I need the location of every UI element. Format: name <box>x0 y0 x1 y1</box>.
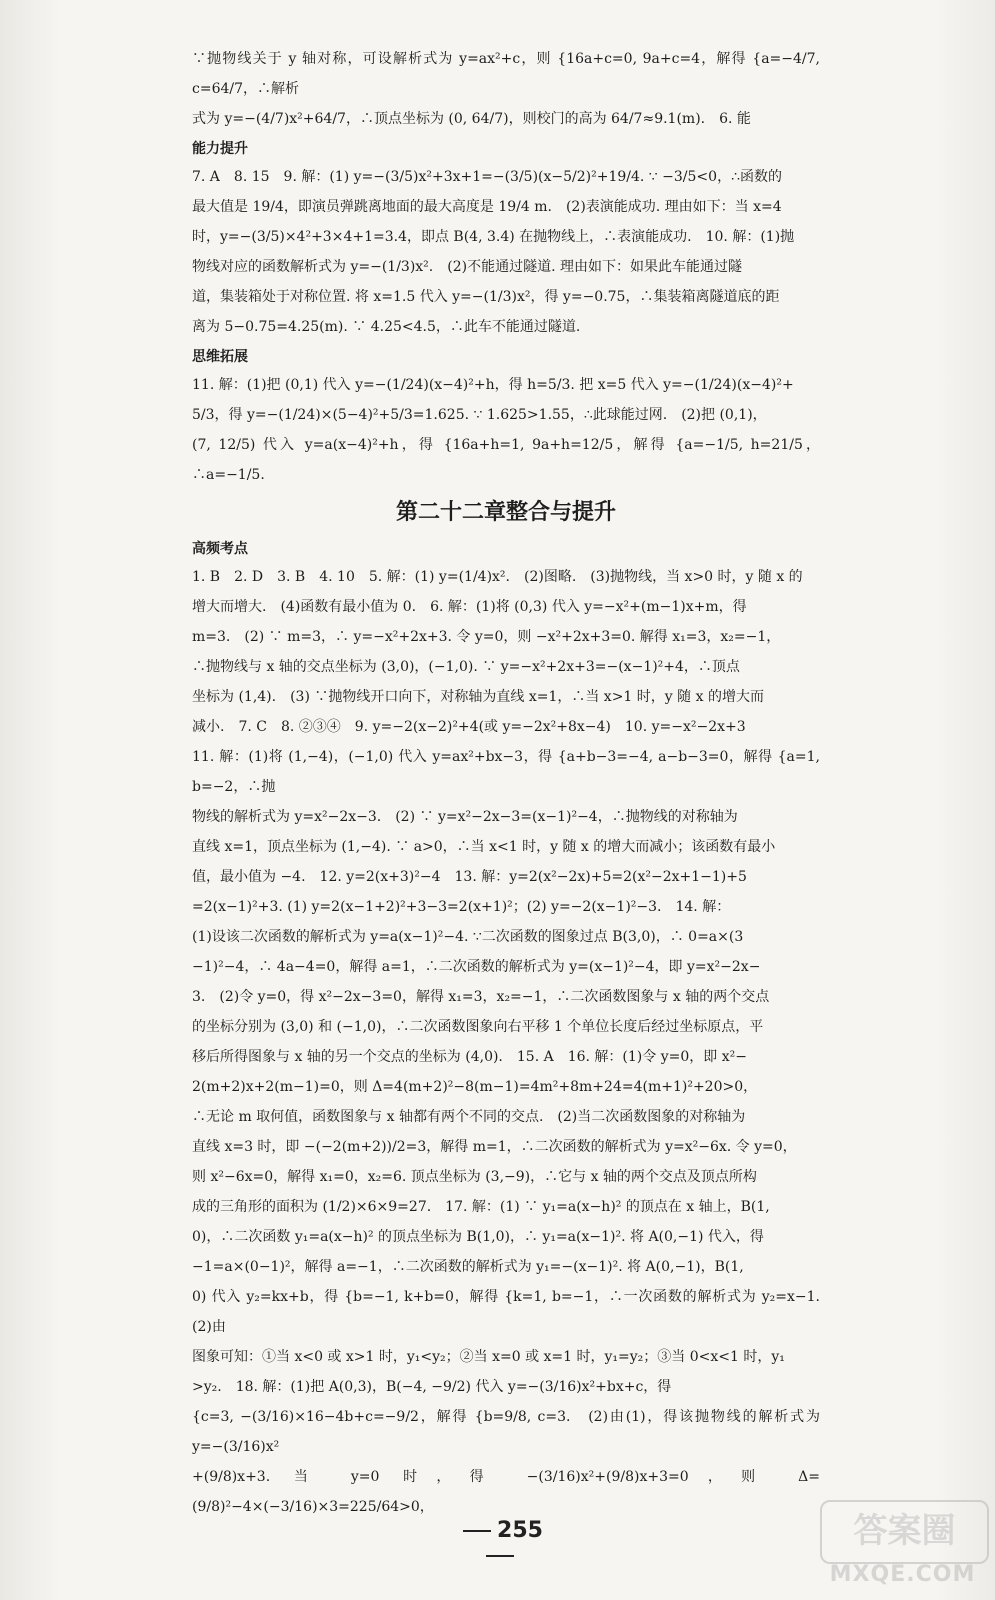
paragraph-line: 直线 x=3 时，即 −(−2(m+2))/2=3，解得 m=1，∴二次函数的解析式为 y=x²−6x. 令 y=0， <box>192 1139 797 1155</box>
paragraph-line: (7, 12/5) 代入 y=a(x−4)²+h，得 {16a+h=1, 9a+h=12/5，解得 {a=−1/5, h=21/5，∴a=−1/5. <box>192 437 820 483</box>
paragraph-line: 离为 5−0.75=4.25(m). ∵ 4.25<4.5，∴此车不能通过隧道. <box>192 319 581 335</box>
paragraph-line: 则 x²−6x=0，解得 x₁=0，x₂=6. 顶点坐标为 (3,−9)，∴它与 x 轴的两个交点及顶点所构 <box>192 1169 757 1185</box>
paragraph-line: ∴无论 m 取何值，函数图象与 x 轴都有两个不同的交点. (2)当二次函数图象的对称轴为 <box>192 1109 746 1125</box>
paragraph-line: 时，y=−(3/5)×4²+3×4+1=3.4，即点 B(4, 3.4) 在抛物线上，∴表演能成功. 10. 解：(1)抛 <box>192 229 795 245</box>
paragraph-line: 减小. 7. C 8. ②③④ 9. y=−2(x−2)²+4(或 y=−2x²+8x−4) 10. y=−x²−2x+3 <box>192 719 746 735</box>
page-number-text: 255 <box>497 1518 543 1543</box>
paragraph-line: 5/3，得 y=−(1/24)×(5−4)²+5/3=1.625. ∵ 1.625>1.55，∴此球能过网. (2)把 (0,1)， <box>192 407 767 423</box>
paragraph-line: −1=a×(0−1)²，解得 a=−1，∴二次函数的解析式为 y₁=−(x−1)². 将 A(0,−1)，B(1, <box>192 1259 744 1275</box>
paragraph-line: 坐标为 (1,4). (3) ∵抛物线开口向下，对称轴为直线 x=1，∴当 x>1 时，y 随 x 的增大而 <box>192 689 764 705</box>
paragraph-line: 值，最小值为 −4. 12. y=2(x+3)²−4 13. 解：y=2(x²−2x)+5=2(x²−2x+1−1)+5 <box>192 869 747 885</box>
watermark-domain: MXQE.COM <box>829 1562 976 1587</box>
paragraph-line: (1)设该二次函数的解析式为 y=a(x−1)²−4. ∵二次函数的图象过点 B(3,0)，∴ 0=a×(3 <box>192 929 744 945</box>
paragraph-line: m=3. (2) ∵ m=3，∴ y=−x²+2x+3. 令 y=0，则 −x²+2x+3=0. 解得 x₁=3，x₂=−1， <box>192 629 781 645</box>
page-number <box>440 1518 560 1568</box>
paragraph-line: 7. A 8. 15 9. 解：(1) y=−(3/5)x²+3x+1=−(3/5)(x−5/2)²+19/4. ∵ −3/5<0，∴函数的 <box>192 169 782 185</box>
paragraph-line: 直线 x=1，顶点坐标为 (1,−4). ∵ a>0，∴当 x<1 时，y 随 x 的增大而减小；该函数有最小 <box>192 839 776 855</box>
paragraph-line: 11. 解：(1)将 (1,−4)，(−1,0) 代入 y=ax²+bx−3，得 {a+b−3=−4, a−b−3=0，解得 {a=1, b=−2，∴抛 <box>192 749 820 795</box>
dash-left <box>463 1530 491 1532</box>
paragraph-line: 2(m+2)x+2(m−1)=0，则 Δ=4(m+2)²−8(m−1)=4m²+8m+24=4(m+1)²+20>0， <box>192 1079 758 1095</box>
paragraph-line: +(9/8)x+3. 当 y=0 时，得 −(3/16)x²+(9/8)x+3=0，则 Δ=(9/8)²−4×(−3/16)×3=225/64>0， <box>192 1469 820 1515</box>
section-heading-frequent: 高频考点 <box>192 541 248 557</box>
watermark-stamp: 答案圈 <box>820 1500 989 1564</box>
watermark-logo <box>820 1500 985 1595</box>
paragraph-line: 物线对应的函数解析式为 y=−(1/3)x². (2)不能通过隧道. 理由如下：如果此车能通过隧 <box>192 259 742 275</box>
paragraph-line: 增大而增大. (4)函数有最小值为 0. 6. 解：(1)将 (0,3) 代入 y=−x²+(m−1)x+m，得 <box>192 599 747 615</box>
paragraph-line: >y₂. 18. 解：(1)把 A(0,3)，B(−4, −9/2) 代入 y=−(3/16)x²+bx+c，得 <box>192 1379 672 1395</box>
paragraph-line: 3. (2)令 y=0，得 x²−2x−3=0，解得 x₁=3，x₂=−1，∴二次函数图象与 x 轴的两个交点 <box>192 989 770 1005</box>
paragraph-line: 1. B 2. D 3. B 4. 10 5. 解：(1) y=(1/4)x². (2)图略. (3)抛物线，当 x>0 时，y 随 x 的 <box>192 569 803 585</box>
paragraph-line: 最大值是 19/4，即演员弹跳离地面的最大高度是 19/4 m. (2)表演能成功. 理由如下：当 x=4 <box>192 199 782 215</box>
paragraph-line: 式为 y=−(4/7)x²+64/7，∴顶点坐标为 (0, 64/7)，则校门的高为 64/7≈9.1(m). 6. 能 <box>192 111 751 127</box>
paragraph-line: 物线的解析式为 y=x²−2x−3. (2) ∵ y=x²−2x−3=(x−1)²−4，∴抛物线的对称轴为 <box>192 809 738 825</box>
dash-right <box>486 1555 514 1557</box>
paragraph-line: 成的三角形的面积为 (1/2)×6×9=27. 17. 解：(1) ∵ y₁=a(x−h)² 的顶点在 x 轴上，B(1, <box>192 1199 770 1215</box>
paragraph-line: −1)²−4，∴ 4a−4=0，解得 a=1，∴二次函数的解析式为 y=(x−1)²−4，即 y=x²−2x− <box>192 959 761 975</box>
paragraph-line: {c=3, −(3/16)×16−4b+c=−9/2，解得 {b=9/8, c=3. (2)由(1)，得该抛物线的解析式为 y=−(3/16)x² <box>192 1409 820 1455</box>
section-heading-thinking: 思维拓展 <box>192 349 248 365</box>
paragraph-line: 0) 代入 y₂=kx+b，得 {b=−1, k+b=0，解得 {k=1, b=−1，∴一次函数的解析式为 y₂=x−1. (2)由 <box>192 1289 834 1335</box>
paragraph-line: ∴抛物线与 x 轴的交点坐标为 (3,0)，(−1,0). ∵ y=−x²+2x+3=−(x−1)²+4，∴顶点 <box>192 659 740 675</box>
chapter-title: 第二十二章整合与提升 <box>395 500 616 525</box>
paragraph-line: 的坐标分别为 (3,0) 和 (−1,0)，∴二次函数图象向右平移 1 个单位长度后经过坐标原点，平 <box>192 1019 764 1035</box>
section-heading-ability: 能力提升 <box>192 141 248 157</box>
paragraph-line: 图象可知：①当 x<0 或 x>1 时，y₁<y₂；②当 x=0 或 x=1 时，y₁=y₂；③当 0<x<1 时，y₁ <box>192 1349 785 1365</box>
paragraph-line: 11. 解：(1)把 (0,1) 代入 y=−(1/24)(x−4)²+h，得 h=5/3. 把 x=5 代入 y=−(1/24)(x−4)²+ <box>192 377 794 393</box>
answer-content <box>192 44 834 1522</box>
paragraph-line: 道，集装箱处于对称位置. 将 x=1.5 代入 y=−(1/3)x²，得 y=−0.75，∴集装箱离隧道底的距 <box>192 289 780 305</box>
paragraph-line: 移后所得图象与 x 轴的另一个交点的坐标为 (4,0). 15. A 16. 解：(1)令 y=0，即 x²− <box>192 1049 747 1065</box>
paragraph-line: 0)，∴二次函数 y₁=a(x−h)² 的顶点坐标为 B(1,0)，∴ y₁=a(x−1)². 将 A(0,−1) 代入，得 <box>192 1229 764 1245</box>
paragraph-line: =2(x−1)²+3. (1) y=2(x−1+2)²+3−3=2(x+1)²；(2) y=−2(x−1)²−3. 14. 解： <box>192 899 731 915</box>
paragraph-line: ∵抛物线关于 y 轴对称，可设解析式为 y=ax²+c，则 {16a+c=0, 9a+c=4，解得 {a=−4/7, c=64/7，∴解析 <box>192 51 820 97</box>
